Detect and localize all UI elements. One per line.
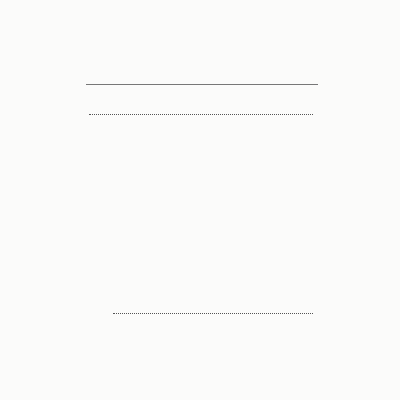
section-heading-1 [88, 106, 314, 117]
toc-row [112, 305, 314, 316]
leader-dots [89, 114, 313, 115]
divider [86, 84, 318, 85]
leader-dots [113, 313, 313, 314]
